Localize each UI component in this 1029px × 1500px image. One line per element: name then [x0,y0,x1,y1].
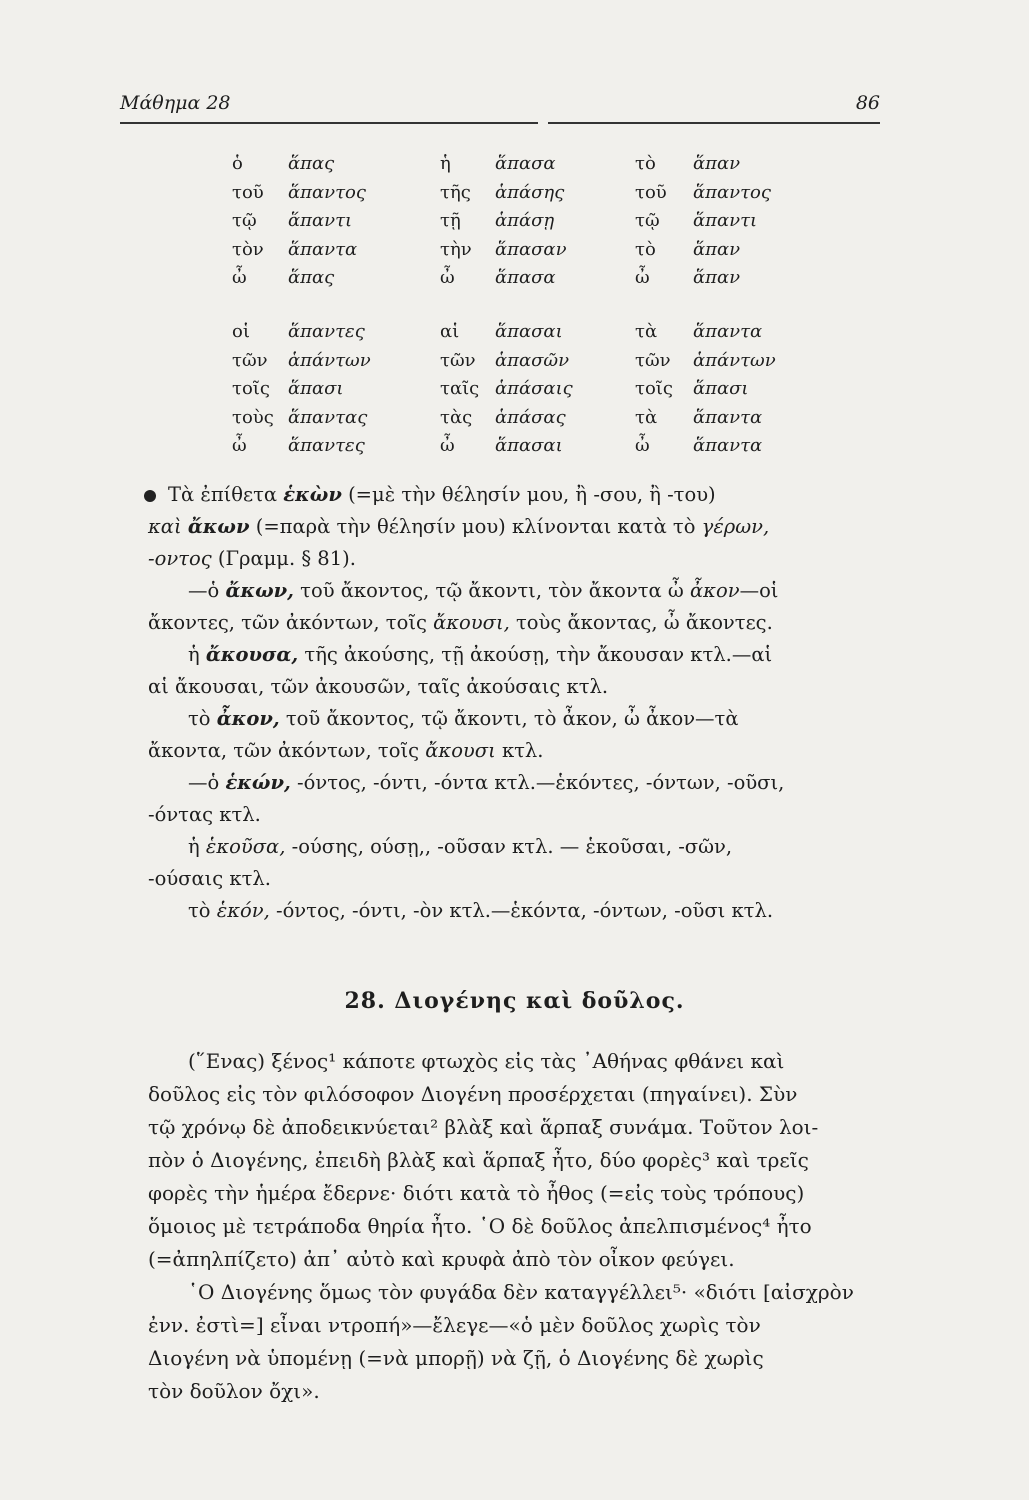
story-line: Διογένη νὰ ὑπομένῃ (=νὰ μπορῇ) νὰ ζῇ, ὁ Διογένης δὲ χωρὶς [148,1346,764,1370]
article: οἱ [232,321,250,342]
adjective-form: ἅπαντα [693,406,763,428]
article: ὦ [232,435,247,457]
adjective-form: ἅπαν [693,238,741,260]
article: τοῖς [232,378,270,400]
adjective-form: ἅπασαι [495,435,563,457]
article: τὸ [635,238,656,260]
story-line: πὸν ὁ Διογένης, ἐπειδὴ βλὰξ καὶ ἅρπαξ ἦτο, δύο φορὲς³ καὶ τρεῖς [148,1148,809,1172]
adjective-form: ἅπαντες [288,435,365,457]
adjective-form: ἁπάσαις [495,378,573,400]
declension-row [190,432,910,461]
grammar-line: καὶ ἄκων (=παρὰ τὴν θέλησίν μου) κλίνονται κατὰ τὸ γέρων, [148,515,770,538]
grammar-line: τὸ ἆκον, τοῦ ἄκοντος, τῷ ἄκοντι, τὸ ἆκον, ὦ ἆκον—τὰ [188,707,739,730]
adjective-form: ἅπασι [288,378,344,400]
article: ὦ [440,267,455,289]
declension-plural [190,318,910,461]
story-line: φορὲς τὴν ἡμέρα ἔδερνε· διότι κατὰ τὸ ἦθος (=εἰς τοὺς τρόπους) [148,1181,805,1205]
article: ὦ [440,435,455,457]
bullet-icon [144,490,156,502]
adjective-form: ἁπάντων [288,349,371,371]
article: τὰ [635,321,658,342]
story-line: ὅμοιος μὲ τετράποδα θηρία ἦτο. ῾Ο δὲ δοῦλος ἀπελπισμένος⁴ ἦτο [148,1214,812,1238]
header-rule-right [548,122,880,124]
page-header [120,92,880,122]
grammar-line: ἄκοντες, τῶν ἀκόντων, τοῖς ἄκουσι, τοὺς ἄκοντας, ὦ ἄκοντες. [148,611,773,634]
story-line: δοῦλος εἰς τὸν φιλόσοφον Διογένη προσέρχεται (πηγαίνει). Σὺν [148,1082,798,1106]
grammar-note [148,479,893,927]
grammar-line: Τὰ ἐπίθετα ἑκὼν (=μὲ τὴν θέλησίν μου, ἢ -σου, ἢ -του) [148,479,893,511]
article: ἡ [440,153,451,174]
adjective-form: ἅπαντες [288,321,365,342]
declension-row [190,207,910,236]
grammar-line: -όντας κτλ. [148,803,261,826]
grammar-line: ἡ ἄκουσα, τῆς ἀκούσης, τῇ ἀκούσῃ, τὴν ἄκουσαν κτλ.—αἱ [188,643,773,666]
adjective-form: ἅπας [288,153,335,174]
article: τῶν [440,349,476,371]
grammar-line: τὸ ἑκόν, -όντος, -όντι, -ὸν κτλ.—ἑκόντα, -όντων, -οῦσι κτλ. [188,899,774,922]
story-line: (=ἀπηλπίζετο) ἀπ᾿ αὐτὸ καὶ κρυφὰ ἀπὸ τὸν οἶκον φεύγει. [148,1247,735,1271]
grammar-line: αἱ ἄκουσαι, τῶν ἀκουσῶν, ταῖς ἀκούσαις κτλ. [148,675,609,698]
lesson-label: Μάθημα 28 [120,92,231,114]
article: τὴν [440,238,472,260]
adjective-form: ἅπαντας [288,406,368,428]
article: τῷ [232,210,257,232]
adjective-form: ἅπασα [495,153,556,174]
adjective-form: ἅπαν [693,267,741,289]
adjective-form: ἁπάσας [495,406,566,428]
declension-row [190,347,910,376]
article: τῶν [232,349,268,371]
adjective-form: ἁπάντων [693,349,776,371]
declension-row [190,150,910,179]
page-number: 86 [855,92,880,114]
adjective-form: ἁπασῶν [495,349,570,371]
article: ὦ [635,267,650,289]
declension-row [190,264,910,293]
article: τῶν [635,349,671,371]
declension-row [190,404,910,433]
adjective-form: ἅπασα [495,267,556,289]
article: τῆς [440,181,471,203]
article: τὰ [635,406,658,428]
grammar-line: ἡ ἑκοῦσα, -ούσης, ούσῃ,, -οῦσαν κτλ. — ἑκοῦσαι, -σῶν, [188,835,733,858]
adjective-form: ἁπάσῃ [495,210,555,232]
story-line: τῷ χρόνῳ δὲ ἀποδεικνύεται² βλὰξ καὶ ἅρπαξ συνάμα. Τοῦτον λοι- [148,1115,819,1139]
grammar-line: -ούσαις κτλ. [148,867,271,890]
lesson-title: 28. Διογένης καὶ δοῦλος. [344,988,685,1014]
article: τῇ [440,210,461,232]
adjective-form: ἅπαντα [693,321,763,342]
story-line: (῞Ενας) ξένος¹ κάποτε φτωχὸς εἰς τὰς ᾿Αθήνας φθάνει καὶ [188,1049,785,1073]
article: τοῦ [232,181,264,203]
article: ὦ [635,435,650,457]
declension-singular [190,150,910,293]
article: ὁ [232,153,243,174]
adjective-form: ἅπασαν [495,238,567,260]
adjective-form: ἅπαντα [288,238,358,260]
grammar-line: ἄκοντα, τῶν ἀκόντων, τοῖς ἄκουσι κτλ. [148,739,544,762]
grammar-line: —ὁ ἄκων, τοῦ ἄκοντος, τῷ ἄκοντι, τὸν ἄκοντα ὦ ἆκον—οἱ [188,579,779,602]
story-text [148,1045,893,1408]
article: τὸν [232,238,264,260]
grammar-line: -οντος (Γραμμ. § 81). [148,547,356,570]
declension-row [190,375,910,404]
adjective-form: ἅπαντι [693,210,758,232]
article: ὦ [232,267,247,289]
adjective-form: ἅπαντι [288,210,353,232]
declension-row [190,318,910,347]
article: τοῦ [635,181,667,203]
story-line: ῾Ο Διογένης ὅμως τὸν φυγάδα δὲν καταγγέλλει⁵· «διότι [αἰσχρὸν [188,1280,854,1304]
header-rule-left [120,122,538,124]
declension-row [190,179,910,208]
story-line: ἐνν. ἐστὶ=] εἶναι ντροπή»—ἔλεγε—«ὁ μὲν δοῦλος χωρὶς τὸν [148,1313,761,1337]
article: τὸ [635,153,656,174]
story-line: τὸν δοῦλον ὄχι». [148,1379,320,1403]
adjective-form: ἅπας [288,267,335,289]
adjective-form: ἅπαντα [693,435,763,457]
article: τοῖς [635,378,673,400]
adjective-form: ἅπαντος [288,181,366,203]
adjective-form: ἅπαντος [693,181,771,203]
article: τῷ [635,210,660,232]
article: αἱ [440,321,460,342]
declension-row [190,236,910,265]
article: τὰς [440,406,473,428]
adjective-form: ἅπασαι [495,321,563,342]
adjective-form: ἅπασι [693,378,749,400]
article: ταῖς [440,378,480,400]
adjective-form: ἅπαν [693,153,741,174]
grammar-line: —ὁ ἑκών, -όντος, -όντι, -όντα κτλ.—ἑκόντες, -όντων, -οῦσι, [188,771,785,794]
adjective-form: ἁπάσης [495,181,565,203]
article: τοὺς [232,406,274,428]
